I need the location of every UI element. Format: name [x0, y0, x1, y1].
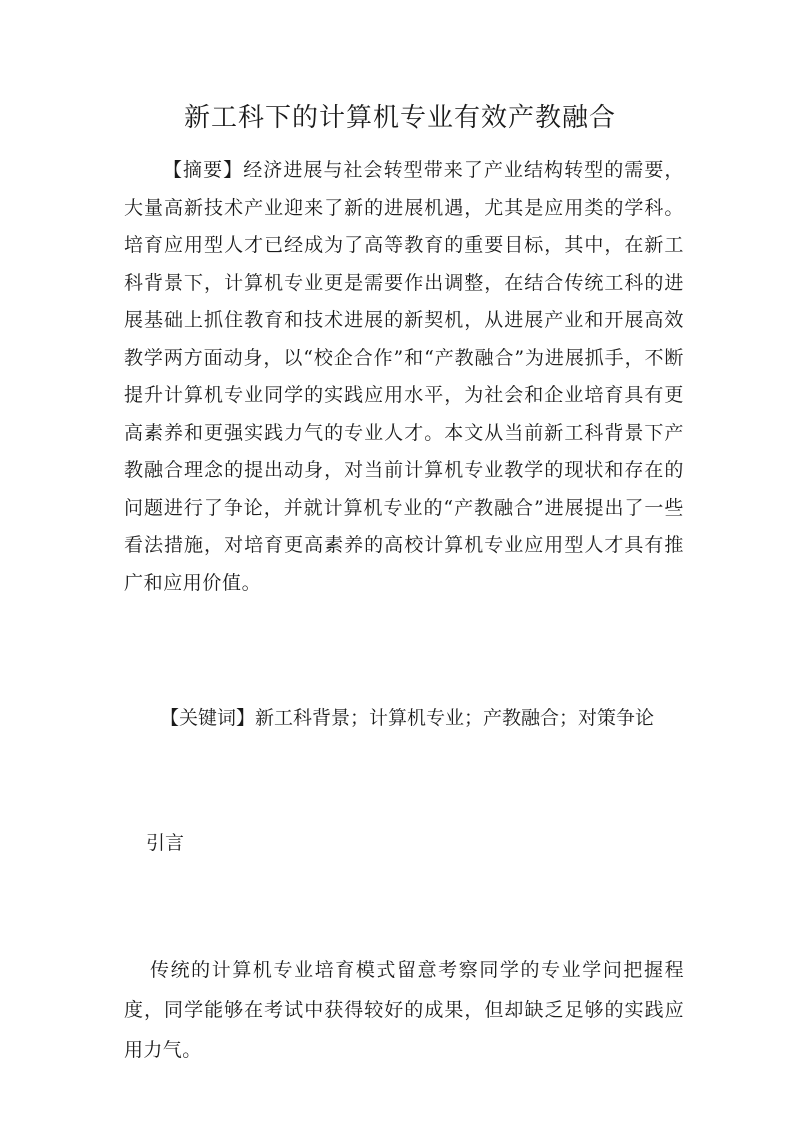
section-heading-intro: 引言: [146, 832, 185, 854]
keywords-line: 【关键词】新工科背景；计算机专业；产教融合；对策争论: [160, 707, 655, 729]
document-title: 新工科下的计算机专业有效产教融合: [183, 103, 616, 133]
intro-paragraph: 传统的计算机专业培育模式留意考察同学的专业学问把握程度，同学能够在考试中获得较好的成果，但却缺乏足够的实践应用力气。: [124, 959, 684, 1061]
abstract-paragraph: 【摘要】经济进展与社会转型带来了产业结构转型的需要，大量高新技术产业迎来了新的进展机遇，尤其是应用类的学科。培育应用型人才已经成为了高等教育的重要目标，其中，在新工科背景下，计算机专业更是需要作出调整，在结合传统工科的进展基础上抓住教育和技术进展的新契机，从进展产业和开展高效教学两方面动身，以“校企合作”和“产教融合”为进展抓手，不断提升计算机专业同学的实践应用水平，为社会和企业培育具有更高素养和更强实践力气的专业人才。本文从当前新工科背景下产教融合理念的提出动身，对当前计算机专业教学的现状和存在的问题进行了争论，并就计算机专业的“产教融合”进展提出了一些看法措施，对培育更高素养的高校计算机专业应用型人才具有推广和应用价值。: [124, 159, 684, 594]
